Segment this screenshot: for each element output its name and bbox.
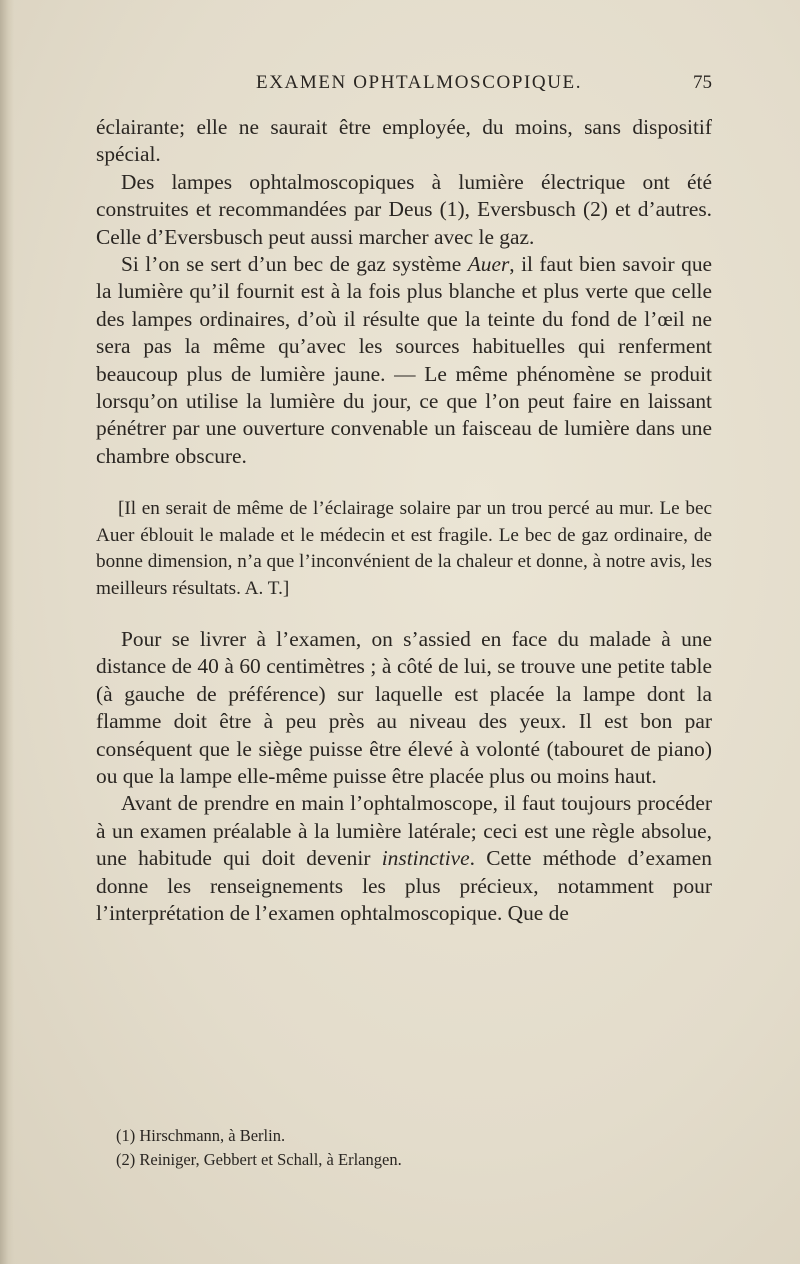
footnotes bbox=[116, 1124, 676, 1172]
paragraph-lateral-examination bbox=[96, 790, 712, 927]
paragraph-lateral-start: Avant de prendre en main l’ophtalmoscope, il faut toujours procéder à un examen préalable à la lumière latérale; ceci est une règle absolue, une habitude qui doit devenir bbox=[96, 791, 712, 871]
translator-note: [Il en serait de même de l’éclairage solaire par un trou percé au mur. Le bec Auer éblouit le malade et le médecin et est fragile. Le bec de gaz ordinaire, de bonne dimension, n’a que l’inconvénient de la chaleur et donne, à notre avis, les meilleurs résultats. A. T.] bbox=[96, 498, 712, 599]
page-binding-edge bbox=[0, 0, 14, 1264]
main-text bbox=[96, 114, 712, 927]
paragraph-auer-burner-start: Si l’on se sert d’un bec de gaz système bbox=[121, 252, 468, 277]
paragraph-continuation: éclairante; elle ne saurait être employée, du moins, sans dispositif spécial. bbox=[96, 115, 712, 167]
footnote-1: (1) Hirschmann, à Berlin. bbox=[116, 1126, 286, 1145]
paragraph-auer-burner-end: , il faut bien savoir que la lumière qu’il fournit est à la fois plus blanche et plus verte que celle des lampes ordinaires, d’où il résulte que la teinte du fond de l’œil ne sera pas la même qu’avec les sources habituelles qui renferment beaucoup plus de lumière jaune. — Le même phénomène se produit lorsqu’on utilise la lumière du jour, ce que l’on peut faire en laissant pénétrer par une ouverture convenable un faisceau de lumière dans une chambre obscure. bbox=[96, 252, 713, 468]
paragraph-examination-setup: Pour se livrer à l’examen, on s’assied en face du malade à une distance de 40 à 60 centimètres ; à côté de lui, se trouve une petite table (à gauche de préférence) sur laquelle est placée la lampe dont la flamme doit être à peu près au niveau des yeux. Il est bon par conséquent que le siège puisse être élevé à volonté (tabouret de piano) ou que la lampe elle-même puisse être placée plus ou moins haut. bbox=[96, 626, 712, 788]
running-title: EXAMEN OPHTALMOSCOPIQUE. bbox=[256, 72, 583, 93]
running-head bbox=[96, 72, 712, 96]
paragraph-electric-lamps: Des lampes ophtalmoscopiques à lumière électrique ont été construites et recommandées par Deus (1), Eversbusch (2) et d’autres. Celle d’Eversbusch peut aussi marcher avec le gaz. bbox=[96, 169, 712, 249]
paragraph-auer-burner bbox=[96, 251, 712, 470]
italic-auer: Auer bbox=[467, 252, 510, 277]
paragraph-lateral-end: . Cette méthode d’examen donne les renseignements les plus précieux, notamment pour l’interprétation de l’examen ophtalmoscopique. Que de bbox=[96, 846, 712, 925]
footnote-2: (2) Reiniger, Gebbert et Schall, à Erlangen. bbox=[116, 1150, 402, 1169]
italic-instinctive: instinctive bbox=[381, 846, 470, 871]
page-number: 75 bbox=[693, 72, 712, 93]
